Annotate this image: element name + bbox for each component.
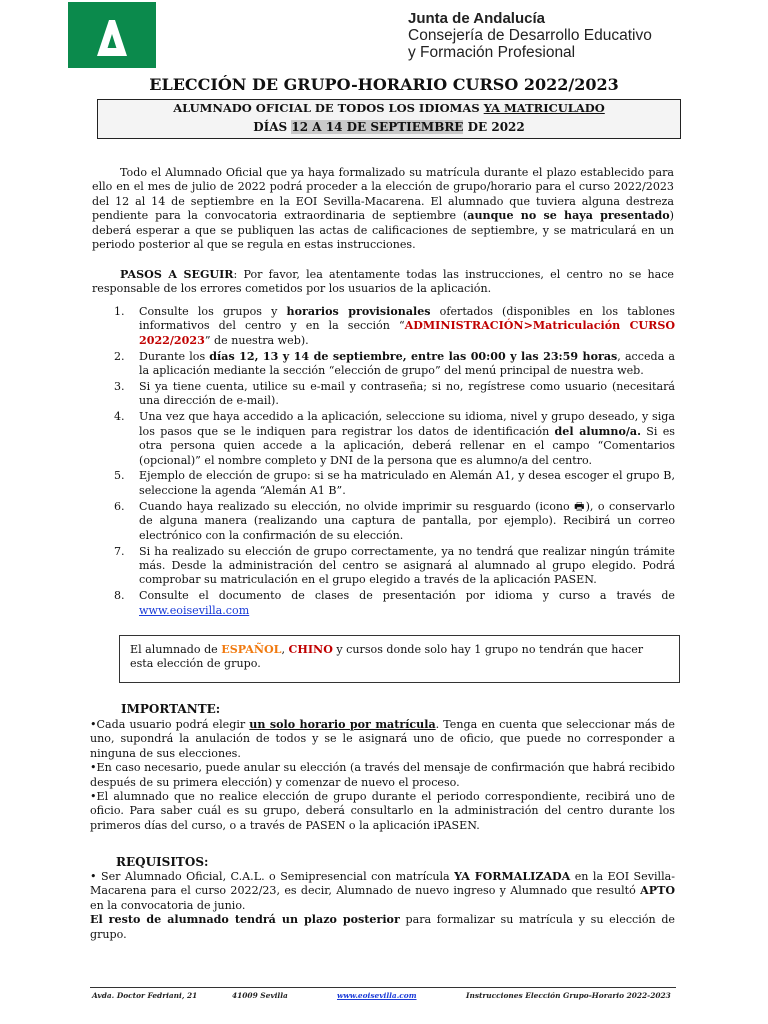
note-text: El alumnado de <box>130 643 222 656</box>
bullet-emphasis: YA FORMALIZADA <box>454 870 571 883</box>
bullet-text: . Tenga en cuenta que seleccionar más de uno, supondrá la anulación de todos y se le asignará uno de oficio, que puede no corresponder a ninguna de sus elecciones. <box>90 718 675 760</box>
list-number: 2. <box>114 349 125 363</box>
footer-document-name: Instrucciones Elección Grupo-Horario 2022-2023 <box>466 991 671 1000</box>
list-number: 4. <box>114 410 125 424</box>
list-item <box>92 350 675 379</box>
header-box-line2 <box>98 120 680 134</box>
list-number: 3. <box>114 380 125 394</box>
note-text: , <box>281 643 289 656</box>
step-highlight: ADMINISTRACIÓN>Matriculación CURSO 2022/2023 <box>139 319 675 347</box>
steps-label: PASOS A SEGUIR <box>120 268 234 281</box>
step-text: Si ha realizado su elección de grupo correctamente, ya no tendrá que realizar ningún trámite más. Desde la administración del centro se asignará al alumnado al grupo elegido. Podrá comprobar su matriculación en el grupo elegido a través de la aplicación PASEN. <box>139 544 675 587</box>
org-department: Consejería de Desarrollo Educativo <box>408 27 652 44</box>
steps-list <box>92 305 675 620</box>
step-text: Consulte el documento de clases de presentación por idioma y curso a través de <box>139 589 675 603</box>
step-emphasis: horarios provisionales <box>286 305 431 318</box>
step-emphasis: días 12, 13 y 14 de septiembre, entre las 00:00 y las 23:59 horas <box>209 349 618 363</box>
list-item <box>92 380 675 409</box>
note-language-chino: CHINO <box>288 643 333 656</box>
step-text: Si es otra persona quien accede a la aplicación, deberá rellenar en el campo “Comentarios (opcional)” el nombre completo y DNI de la persona que es alumno/a del centro. <box>139 424 675 467</box>
list-item <box>92 589 675 618</box>
footer-web-link[interactable]: www.eoisevilla.com <box>337 991 417 1000</box>
org-name: Junta de Andalucía <box>408 10 545 27</box>
header-box-text: DÍAS <box>253 120 292 134</box>
intro-paragraph <box>92 166 674 252</box>
requisitos-line <box>90 913 675 942</box>
header-box-dates: 12 A 14 DE SEPTIEMBRE <box>291 120 464 134</box>
header-box-line1 <box>98 101 680 115</box>
logo-a-icon <box>68 2 156 68</box>
list-number: 6. <box>114 499 125 513</box>
importante-bullet: •En caso necesario, puede anular su elección (a través del mensaje de confirmación que habrá recibido después de su primera elección) y comenzar de nuevo el proceso. <box>90 761 675 789</box>
step-emphasis: del alumno/a. <box>554 424 641 438</box>
list-number: 8. <box>114 589 125 603</box>
importante-section <box>90 718 675 833</box>
header-box-emphasis: YA MATRICULADO <box>483 101 605 115</box>
header-box-text: ALUMNADO OFICIAL DE TODOS LOS IDIOMAS <box>173 101 484 115</box>
intro-emphasis: aunque no se haya presentado <box>467 209 670 223</box>
org-department-line2: y Formación Profesional <box>408 44 576 61</box>
page-title: ELECCIÓN DE GRUPO-HORARIO CURSO 2022/2023 <box>149 75 619 94</box>
list-item <box>92 545 675 588</box>
step-text: Ejemplo de elección de grupo: si se ha matriculado en Alemán A1, y desea escoger el grupo B, seleccione la agenda “Alemán A1 B”. <box>139 469 675 497</box>
bullet-emphasis: APTO <box>640 884 675 898</box>
intro-text: Todo el Alumnado Oficial que ya haya formalizado su matrícula durante el plazo establecido para ello en el mes de julio de 2022 podrá proceder a la elección de grupo/horario para el curso 2022/2023 del 12 al 14 de septiembre en la EOI Sevilla-Macarena. El alumnado que tuviera alguna destreza pendiente para la convocatoria extraordinaria de septiembre ( <box>92 166 674 223</box>
requisitos-section <box>90 870 675 942</box>
list-item <box>92 500 675 543</box>
website-link[interactable]: www.eoisevilla.com <box>139 603 250 617</box>
bullet-text: en la convocatoria de junio. <box>90 898 246 912</box>
list-item <box>92 469 675 498</box>
step-text: Si ya tiene cuenta, utilice su e-mail y contraseña; si no, regístrese como usuario (necesitará una dirección de e-mail). <box>139 380 675 408</box>
step-text: Cuando haya realizado su elección, no olvide imprimir su resguardo (icono 🖶), o conservarlo de alguna manera (realizando una captura de pantalla, por ejemplo). Recibirá un correo electrónico con la confirmación de su elección. <box>139 499 675 542</box>
bullet-text: •Cada usuario podrá elegir <box>90 718 250 731</box>
requisitos-bullet <box>90 870 675 913</box>
importante-heading: IMPORTANTE: <box>121 702 221 716</box>
header-box-text: DE 2022 <box>463 120 525 134</box>
step-text: Durante los <box>139 349 210 363</box>
header-box <box>97 99 681 139</box>
step-text: ofertados (disponibles en los tablones informativos del centro y en la sección “ <box>139 305 675 333</box>
steps-intro-text: : Por favor, lea atentamente todas las instrucciones, el centro no se hace responsable de los errores cometidos por los usuarios de la aplicación. <box>92 268 674 296</box>
intro-text: ) deberá esperar a que se publiquen las actas de calificaciones de septiembre, y se matriculará en un periodo posterior al que se regula en estas instrucciones. <box>92 209 674 252</box>
list-number: 1. <box>114 305 125 318</box>
bullet-text: en la EOI Sevilla-Macarena para el curso 2022/23, es decir, Alumnado de nuevo ingreso y Alumnado que resultó <box>90 870 675 898</box>
note-language-espanol: ESPAÑOL <box>221 643 282 656</box>
importante-bullet: •El alumnado que no realice elección de grupo durante el periodo correspondiente, recibirá uno de oficio. Para saber cuál es su grupo, deberá consultarlo en la administración del centro durante los primeros días del curso, o a través de PASEN o la aplicación iPASEN. <box>90 790 675 832</box>
requisitos-text: para formalizar su matrícula y su elección de grupo. <box>90 913 675 941</box>
requisitos-heading: REQUISITOS: <box>116 855 209 869</box>
bullet-text: • Ser Alumnado Oficial, C.A.L. o Semipresencial con matrícula <box>90 870 455 883</box>
requisitos-emphasis: El resto de alumnado tendrá un plazo posterior <box>90 913 400 927</box>
step-text: Una vez que haya accedido a la aplicación, seleccione su idioma, nivel y grupo deseado, y siga los pasos que se le indiquen para registrar los datos de identificación <box>139 410 675 438</box>
bullet-emphasis: un solo horario por matrícula <box>249 718 436 731</box>
step-text: ” de nuestra web). <box>204 333 309 347</box>
list-item <box>92 410 675 468</box>
footer-divider <box>90 987 676 988</box>
step-text: Consulte los grupos y <box>139 305 287 318</box>
note-text: y cursos donde solo hay 1 grupo no tendrán que hacer esta elección de grupo. <box>130 643 644 671</box>
side-watermark <box>18 258 76 724</box>
footer-city: 41009 Sevilla <box>232 991 288 1000</box>
list-item <box>92 305 675 348</box>
step-text: , acceda a la aplicación mediante la sección “elección de grupo” del menú principal de nuestra web. <box>139 349 675 378</box>
list-number: 7. <box>114 544 125 558</box>
single-group-note <box>119 635 680 683</box>
junta-andalucia-logo <box>68 2 156 68</box>
footer-address: Avda. Doctor Fedriani, 21 <box>92 991 198 1000</box>
organization-block <box>408 10 652 61</box>
list-number: 5. <box>114 469 125 483</box>
steps-intro-paragraph <box>92 268 674 297</box>
importante-bullet <box>90 718 675 761</box>
